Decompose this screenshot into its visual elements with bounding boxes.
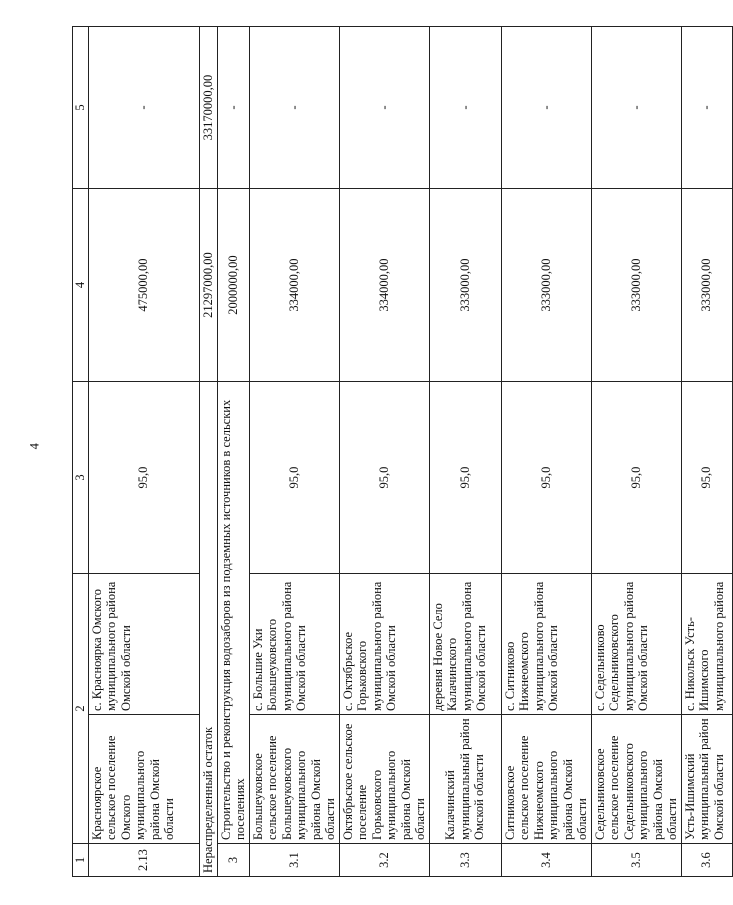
- object-cell: с. Красноярка Омского муниципального района Омской области: [88, 574, 199, 715]
- object-cell: с. Октябрьское Горьковского муниципального района Омской области: [339, 574, 429, 715]
- value-col3: 95,0: [591, 382, 681, 574]
- value-col4: 334000,00: [339, 189, 429, 382]
- value-col4: 475000,00: [88, 189, 199, 382]
- section-row: [217, 27, 249, 877]
- header-cell-4: 4: [73, 189, 89, 382]
- rotated-table-container: [72, 27, 726, 877]
- row-number: 2.13: [88, 844, 199, 877]
- table-row: [249, 27, 339, 877]
- page-number: 4: [27, 443, 42, 450]
- value-col5: -: [249, 27, 339, 189]
- table-header-row: [73, 27, 89, 877]
- value-col3: 95,0: [681, 382, 732, 574]
- object-cell: с. Большие Уки Большеуковского муниципального района Омской области: [249, 574, 339, 715]
- unallocated-balance-row: [199, 27, 217, 877]
- header-cell-5: 5: [73, 27, 89, 189]
- recipient-cell: Большеуковское сельское поселение Большеуковского муниципального района Омской области: [249, 715, 339, 844]
- object-cell: деревня Новое Село Калачинского муниципального района Омской области: [429, 574, 501, 715]
- value-col5: -: [217, 27, 249, 189]
- object-cell: с. Никольск Усть-Ишимского муниципального района: [681, 574, 732, 715]
- value-col3: 95,0: [339, 382, 429, 574]
- row-number: 3.5: [591, 844, 681, 877]
- allocation-table: [72, 26, 733, 877]
- recipient-cell: Седельниковское сельское поселение Седельниковского муниципального района Омской области: [591, 715, 681, 844]
- value-col5: -: [88, 27, 199, 189]
- value-col3: 95,0: [88, 382, 199, 574]
- object-cell: с. Ситниково Нижнеомского муниципального района Омской области: [501, 574, 591, 715]
- row-number: 3.1: [249, 844, 339, 877]
- value-col4: 2000000,00: [217, 189, 249, 382]
- value-col3: 95,0: [249, 382, 339, 574]
- value-col3: 95,0: [501, 382, 591, 574]
- value-col3: 95,0: [429, 382, 501, 574]
- section-title: Строительство и реконструкция водозаборов из подземных источников в сельских поселениях: [217, 382, 249, 844]
- value-col5: -: [501, 27, 591, 189]
- value-col4: 333000,00: [681, 189, 732, 382]
- row-number: 3.6: [681, 844, 732, 877]
- table-row: [501, 27, 591, 877]
- row-number: 3.2: [339, 844, 429, 877]
- value-col4: 333000,00: [501, 189, 591, 382]
- header-cell-2: 2: [73, 574, 89, 844]
- value-col5: -: [591, 27, 681, 189]
- recipient-cell: Красноярское сельское поселение Омского муниципального района Омской области: [88, 715, 199, 844]
- value-col4: 333000,00: [591, 189, 681, 382]
- value-col4: 21297000,00: [199, 189, 217, 382]
- value-col4: 334000,00: [249, 189, 339, 382]
- row-number: 3.4: [501, 844, 591, 877]
- header-cell-3: 3: [73, 382, 89, 574]
- row-number: 3: [217, 844, 249, 877]
- value-col5: -: [681, 27, 732, 189]
- recipient-cell: Октябрьское сельское поселение Горьковского муниципального района Омской области: [339, 715, 429, 844]
- row-number: 3.3: [429, 844, 501, 877]
- table-row: [681, 27, 732, 877]
- value-col5: 33170000,00: [199, 27, 217, 189]
- recipient-cell: Ситниковское сельское поселение Нижнеомского муниципального района Омской области: [501, 715, 591, 844]
- value-col4: 333000,00: [429, 189, 501, 382]
- value-col5: -: [429, 27, 501, 189]
- header-cell-1: 1: [73, 844, 89, 877]
- recipient-cell: Калачинский муниципальный район Омской области: [429, 715, 501, 844]
- table-row: [429, 27, 501, 877]
- value-col5: -: [339, 27, 429, 189]
- table-row: [88, 27, 199, 877]
- recipient-cell: Усть-Ишимский муниципальный район Омской области: [681, 715, 732, 844]
- object-cell: с. Седельниково Седельниковского муниципального района Омской области: [591, 574, 681, 715]
- table-row: [591, 27, 681, 877]
- unallocated-balance-label: Нераспределенный остаток: [199, 382, 217, 877]
- table-row: [339, 27, 429, 877]
